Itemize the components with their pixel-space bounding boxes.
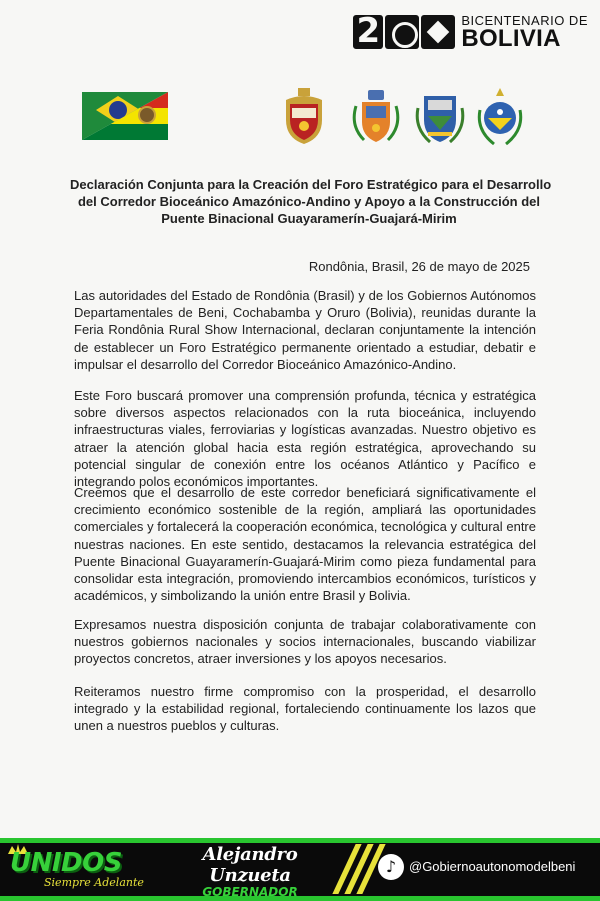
document-date: Rondônia, Brasil, 26 de mayo de 2025 bbox=[308, 259, 530, 274]
social-handle[interactable]: @Gobiernoautonomodelbeni bbox=[409, 859, 576, 874]
title-line: Declaración Conjunta para la Creación del Foro Estratégico para el Desarrollo bbox=[70, 177, 552, 192]
coats-of-arms bbox=[278, 86, 528, 148]
paragraph-5: Reiteramos nuestro firme compromiso con la prosperidad, el desarrollo integrado y la estabilidad regional, fortaleciendo continuamente los lazos que unen a nuestros pueblos y culturas. bbox=[74, 684, 536, 734]
paragraph-3: Creemos que el desarrollo de este corredor beneficiará significativamente el crecimiento económico sostenible de la región, ampliará las oportunidades comerciales y fortalecerá la cooperación económica, tecnológica y cultural entre nuestras naciones. En este sentido, destacamos la relevancia estratégica del Puente Binacional Guayaramerín-Guajará-Mirim como pieza fundamental para consolidar esta integración, promoviendo intercambios económicos, turísticos y académicos, y simbolizando la unión entre Brasil y Bolivia. bbox=[74, 485, 536, 604]
paragraph-2: Este Foro buscará promover una comprensión profunda, técnica y estratégica sobre diversos aspectos relacionados con la ruta bioceánica, incluyendo infraestructuras viales, ferroviarias y logísticas avanzadas. Nuestro objetivo es atraer la atención global hacia esta región estratégica, aprovechando su potencial singular de conexión entre los océanos Atlántico y Pacífico e integrando polos económicos importantes. bbox=[74, 388, 536, 490]
footer-band bbox=[0, 838, 600, 901]
unidos-text: UNIDOS bbox=[10, 848, 122, 878]
title-line: Puente Binacional Guayaramerín-Guajará-Mirim bbox=[161, 211, 457, 226]
paragraph-4: Expresamos nuestra disposición conjunta de trabajar colaborativamente con nuestros gobiernos nacionales y socios internacionales, buscando viabilizar proyectos concretos, atraer inversiones y los apoyos necesarios. bbox=[74, 617, 536, 667]
slash-decoration bbox=[338, 844, 378, 894]
unidos-logo bbox=[10, 846, 160, 894]
bicentenario-logo bbox=[353, 12, 588, 52]
logo-line2: BOLIVIA bbox=[461, 24, 561, 52]
governor-name: Alejandro Unzueta bbox=[202, 844, 298, 886]
title-line: del Corredor Bioceánico Amazónico-Andino y Apoyo a la Construcción del bbox=[77, 194, 541, 209]
tiktok-icon[interactable]: ♪ bbox=[378, 854, 404, 880]
cochabamba-coat-of-arms-icon bbox=[414, 86, 466, 148]
rondonia-coat-of-arms-icon bbox=[474, 86, 526, 148]
logo-line1: BICENTENARIO DE bbox=[461, 12, 588, 28]
bicentenario-mark-icon bbox=[353, 15, 455, 49]
unidos-subtext: Siempre Adelante bbox=[44, 876, 144, 889]
beni-coat-of-arms-icon bbox=[278, 86, 330, 148]
paragraph-1: Las autoridades del Estado de Rondônia (Brasil) y de los Gobiernos Autónomos Departamentales de Beni, Cochabamba y Oruro (Bolivia), reunidas durante la Feria Rondônia Rural Show Internacional, declaran conjuntamente la intención de establecer un Foro Estratégico permanente orientado a estudiar, debatir e impulsar el desarrollo del Corredor Bioceánico Amazónico-Andino. bbox=[74, 288, 536, 372]
brazil-bolivia-flag-icon bbox=[82, 92, 168, 140]
document-title bbox=[70, 176, 552, 227]
governor-role: GOBERNADOR bbox=[202, 885, 298, 899]
governor-signature bbox=[170, 844, 330, 899]
oruro-coat-of-arms-icon bbox=[350, 86, 402, 148]
